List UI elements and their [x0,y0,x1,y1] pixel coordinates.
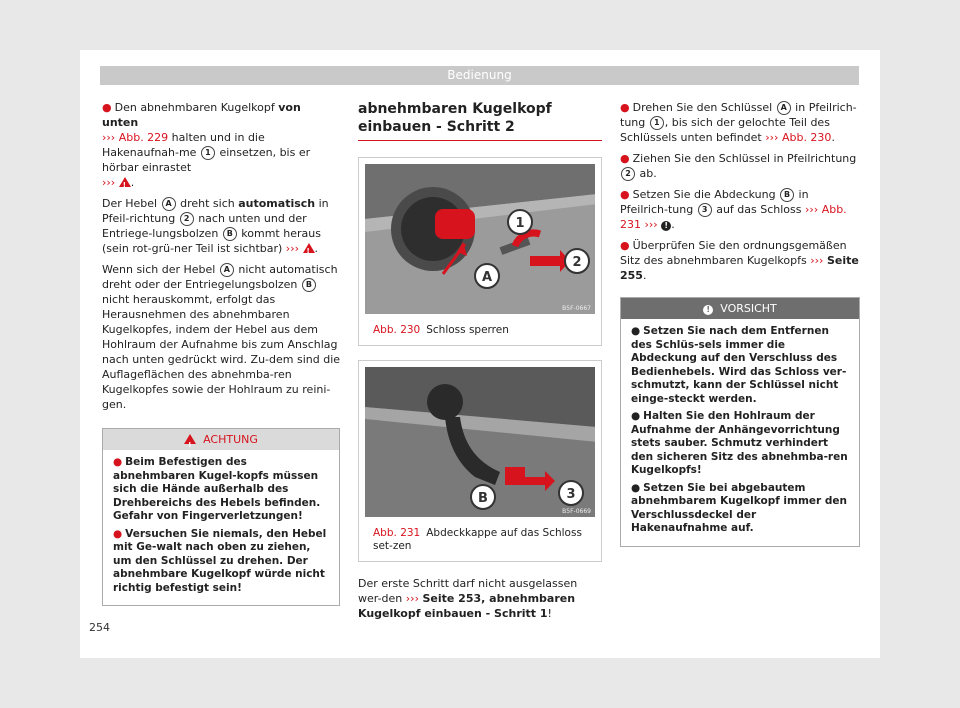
bullet-icon: ● [631,325,641,337]
bullet-icon: ● [631,481,641,494]
step-paragraph: ● Drehen Sie den Schlüssel A in Pfeilrich-tung 1 , bis sich der gelochte Teil des Schlüssels unten befindet ››› Abb. 230. [620,101,857,144]
warning-icon [184,434,196,444]
figure-231 [358,360,602,562]
figure-230 [358,157,602,346]
step-paragraph: ● Setzen Sie die Abdeckung B in Pfeilrich-tung 3 auf das Schloss ››› Abb. 231 ››› ! . [620,188,847,231]
column-middle [358,100,602,627]
paragraph: Der erste Schritt darf nicht ausgelassen wer-den ››› Seite 253, abnehmbaren Kugelkopf einbauen - Schritt 1! [358,577,578,620]
arrow-icon: ››› [644,218,658,231]
figure-label: 1 [515,216,525,231]
page-header: Bedienung [100,66,859,85]
warning-icon[interactable] [119,177,131,187]
figure-caption: Abb. 231 Abdeckkappe auf das Schloss set-zen [373,527,582,552]
figure-code: B5F-0667 [562,305,591,312]
vorsicht-box [620,297,860,547]
arrow-icon: ››› [810,254,824,267]
vorsicht-body [621,319,859,546]
step-number-badge: 1 [650,116,664,130]
label-badge: A [220,263,234,277]
paragraph: Der Hebel A dreht sich automatisch in Pfeil-richtung 2 nach unten und der Entriege-lungsbolzen B kommt heraus (sein rot-grü-ner Teil ist sichtbar) ››› ! . [102,196,340,256]
caution-icon[interactable]: ! [661,221,671,231]
column-right [620,100,860,547]
bullet-icon: ● [113,527,123,540]
bullet-icon: ● [620,101,630,114]
label-badge: B [780,188,794,202]
arrow-icon: ››› [804,203,819,216]
arrow-icon: ››› [102,176,116,189]
vorsicht-item: ● Setzen Sie nach dem Entfernen des Schlüs-sels immer die Abdeckung auf den Verschluss des Bedienhebels. Wird das Schloss ver-schmutzt, kann der Schlüssel nicht einge-steckt werden. [631,325,847,405]
step-number-badge: 3 [698,203,712,217]
step-number-badge: 2 [621,167,635,181]
page-number: 254 [89,621,110,634]
caution-icon: ! [703,305,713,315]
figure-code: B5F-0669 [562,508,591,515]
figure-link[interactable]: Abb. 230 [781,131,832,144]
achtung-box [102,428,340,606]
step-paragraph: ● Ziehen Sie den Schlüssel in Pfeilrichtung 2 ab. [620,152,857,180]
bullet-icon: ● [620,188,630,201]
figure-label: 2 [572,255,582,270]
bullet-icon: ● [620,239,630,252]
bullet-icon: ● [631,410,641,422]
bullet-icon: ● [113,456,123,468]
label-badge: B [223,227,237,241]
figure-link[interactable]: Abb. 229 [118,131,169,144]
figure-label: 3 [566,487,576,502]
figure-link[interactable]: Abb. 231 [620,203,847,231]
page-link[interactable]: Seite 255 [620,254,859,282]
arrow-icon: ››› [285,242,299,255]
vorsicht-header: ! VORSICHT [621,298,859,319]
vorsicht-item: ● Setzen Sie bei abgebautem abnehmbarem Kugelkopf immer den Verschlussdeckel der Hakenaufnahme auf. [631,481,847,534]
step-paragraph: ● Überprüfen Sie den ordnungsgemäßen Sitz des abnehmbaren Kugelkopfs ››› Seite 255. [620,239,859,282]
achtung-header: ! ACHTUNG [103,429,339,450]
figure-label: A [481,270,493,285]
arrow-icon: ››› [102,131,116,144]
figure-image [365,367,595,517]
step-paragraph: ● Den abnehmbaren Kugelkopf von unten ››› Abb. 229 halten und in die Hakenaufnah-me 1 einsetzen, bis er hörbar einrastet ››› ! . [102,100,340,190]
figure-label: B [478,491,488,506]
figure-caption: Abb. 230 Schloss sperren [373,324,509,336]
section-heading: abnehmbaren Kugelkopf einbauen - Schritt 2 [358,100,602,141]
label-badge: B [302,278,316,292]
arrow-icon: ››› [405,592,419,605]
column-left [102,100,340,606]
vorsicht-item: ● Halten Sie den Hohlraum der Aufnahme der Anhängevorrichtung stets sauber. Schmutz verhindert den sicheren Sitz des abnehmba-ren Kugelkopfs! [631,410,848,476]
figure-image [365,164,595,314]
paragraph: Wenn sich der Hebel A nicht automatisch dreht oder der Entriegelungsbolzen B nicht herauskommt, erfolgt das Herausnehmen des abnehmbaren Kugelkopfes, indem der Hebel aus dem Hohlraum der Aufnahme bis zum Anschlag nach unten gedrückt wird. Zu-dem sind die Auflageflächen des abnehmba-ren Kugelkopfes sowie der Hohlraum zu reini-gen. [102,263,341,411]
label-badge: A [777,101,791,115]
bullet-icon: ● [102,101,112,114]
step-number-badge: 1 [201,146,215,160]
label-badge: A [162,197,176,211]
arrow-icon: ››› [765,131,779,144]
step-number-badge: 2 [180,212,194,226]
achtung-body [103,450,339,605]
warning-icon[interactable] [303,243,315,253]
achtung-item: ● Beim Befestigen des abnehmbaren Kugel-kopfs müssen sich die Hände außerhalb des Drehbereichs des Hebels befinden. Gefahr von Fingerverletzungen! [113,456,321,522]
bullet-icon: ● [620,152,630,165]
page-link[interactable]: Seite 253, abnehmbaren Kugelkopf einbauen - Schritt 1 [358,592,576,620]
achtung-item: ● Versuchen Sie niemals, den Hebel mit Ge-walt nach oben zu ziehen, um den Schlüssel zu drehen. Der abnehmbare Kugelkopf würde nicht richtig befestigt sein! [113,527,327,594]
